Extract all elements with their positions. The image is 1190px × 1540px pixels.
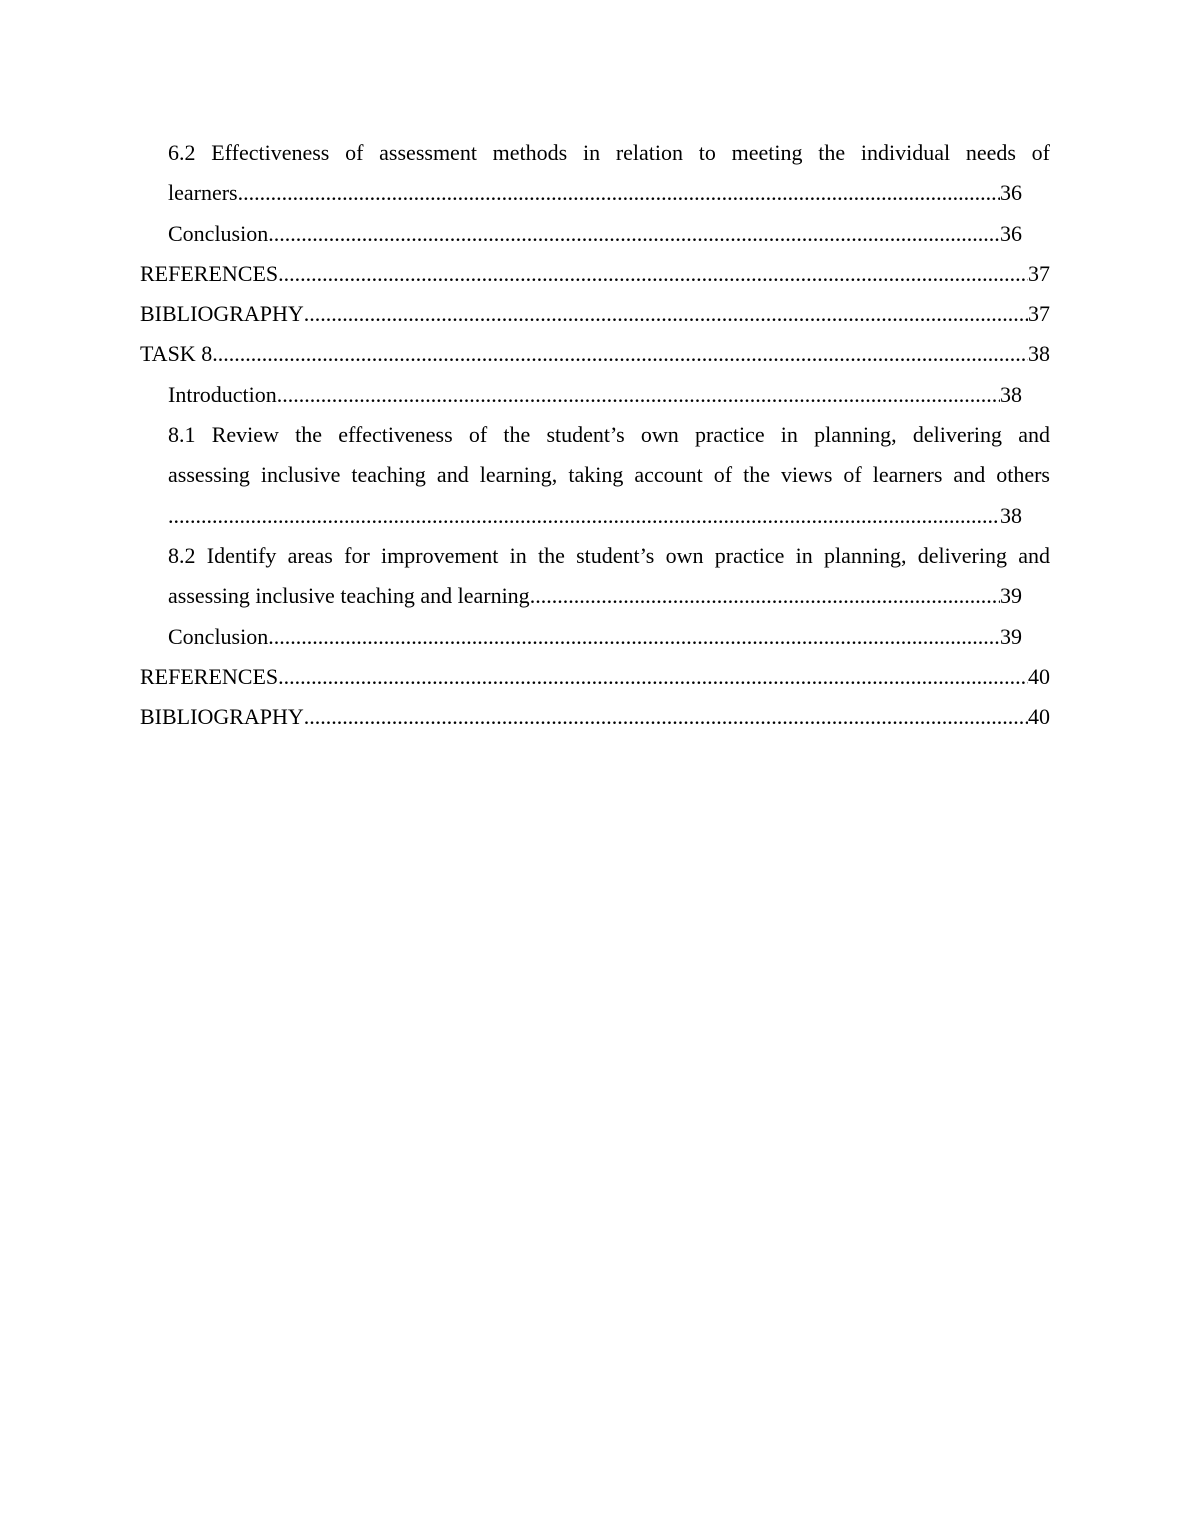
toc-page-number: 37 (1028, 260, 1050, 286)
toc-page-number: 38 (1000, 381, 1022, 407)
toc-entry-title: Conclusion (168, 220, 269, 246)
toc-entry-title: Introduction (168, 381, 277, 407)
toc-entry-references[interactable] (140, 254, 1050, 294)
toc-entry-introduction[interactable] (140, 375, 1050, 415)
toc-entry-title-continued: assessing inclusive teaching and learning, taking account of the views of learners and others (168, 462, 1050, 488)
toc-entry-6-2[interactable] (140, 133, 1050, 214)
toc-entry-8-1[interactable] (140, 415, 1050, 536)
toc-page-number: 40 (1028, 704, 1050, 730)
toc-page-number: 36 (1000, 220, 1022, 246)
table-of-contents (140, 133, 1050, 737)
toc-entry-references[interactable] (140, 657, 1050, 697)
dot-leader (238, 173, 1000, 213)
dot-leader (212, 334, 1028, 374)
toc-page-number: 38 (1028, 341, 1050, 367)
toc-entry-bibliography[interactable] (140, 294, 1050, 334)
toc-entry-title: REFERENCES (140, 663, 279, 689)
toc-entry-title: Conclusion (168, 623, 269, 649)
toc-entry-title: BIBLIOGRAPHY (140, 704, 304, 730)
toc-entry-title: 8.2 Identify areas for improvement in the student’s own practice in planning, delivering and (168, 542, 1050, 568)
toc-entry-title: 6.2 Effectiveness of assessment methods in relation to meeting the individual needs of (168, 140, 1050, 165)
dot-leader (277, 375, 1000, 415)
toc-entry-title: 8.1 Review the effectiveness of the student’s own practice in planning, delivering and (168, 422, 1050, 448)
toc-entry-title-continued: learners (168, 180, 238, 206)
dot-leader (268, 214, 1000, 254)
toc-entry-bibliography[interactable] (140, 697, 1050, 737)
dot-leader (278, 254, 1028, 294)
dot-leader (278, 657, 1028, 697)
dot-leader (168, 496, 1000, 536)
dot-leader (268, 617, 1000, 657)
toc-entry-conclusion[interactable] (140, 214, 1050, 254)
toc-entry-task-8[interactable] (140, 334, 1050, 374)
toc-page-number: 36 (1000, 180, 1022, 206)
dot-leader (304, 294, 1028, 334)
dot-leader (304, 697, 1028, 737)
toc-entry-title: REFERENCES (140, 260, 279, 286)
toc-entry-title-continued: assessing inclusive teaching and learning (168, 583, 530, 609)
toc-page-number: 38 (1000, 502, 1022, 528)
toc-page-number: 39 (1000, 623, 1022, 649)
toc-entry-title: BIBLIOGRAPHY (140, 301, 304, 327)
toc-page-number: 39 (1000, 583, 1022, 609)
toc-entry-conclusion[interactable] (140, 617, 1050, 657)
toc-page-number: 37 (1028, 301, 1050, 327)
toc-entry-title: TASK 8 (140, 341, 213, 367)
toc-page-number: 40 (1028, 663, 1050, 689)
dot-leader (530, 576, 1000, 616)
toc-entry-8-2[interactable] (140, 536, 1050, 617)
